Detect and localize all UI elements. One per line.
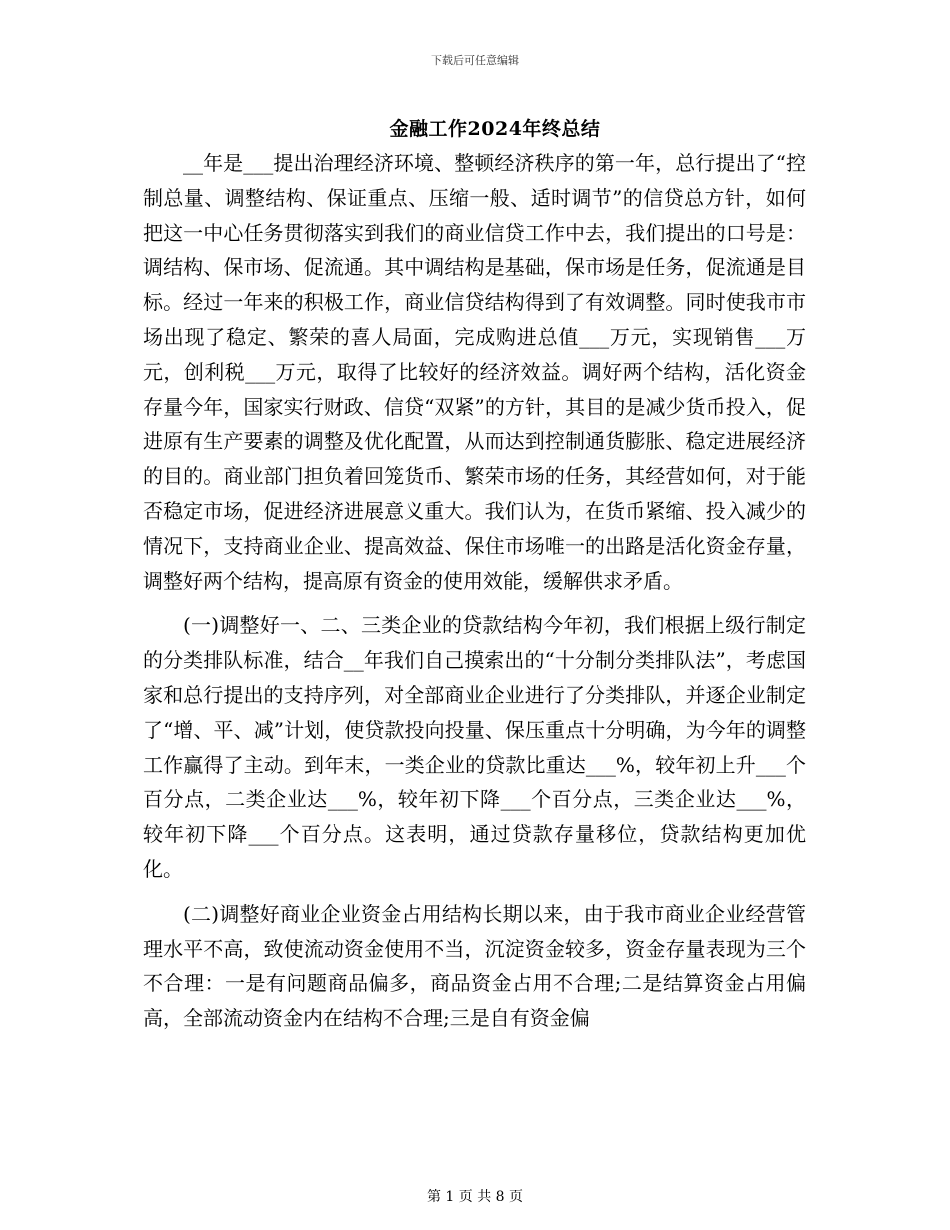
paragraph: __年是___提出治理经济环境、整顿经济秩序的第一年，总行提出了“控制总量、调整结构、保证重点、压缩一般、适时调节”的信贷总方针，如何把这一中心任务贯彻落实到我们的商业信贷工作中去，我们提出的口号是：调结构、保市场、促流通。其中调结构是基础，保市场是任务，促流通是目标。经过一年来的积极工作，商业信贷结构得到了有效调整。同时使我市市场出现了稳定、繁荣的喜人局面，完成购进总值___万元，实现销售___万元，创利税___万元，取得了比较好的经济效益。调好两个结构，活化资金存量今年，国家实行财政、信贷“双紧”的方针，其目的是减少货币投入，促进原有生产要素的调整及优化配置，从而达到控制通货膨胀、稳定进展经济的目的。商业部门担负着回笼货币、繁荣市场的任务，其经营如何，对于能否稳定市场，促进经济进展意义重大。我们认为，在货币紧缩、投入减少的情况下，支持商业企业、提高效益、保住市场唯一的出路是活化资金存量，调整好两个结构，提高原有资金的使用效能，缓解供求矛盾。 — [143, 151, 806, 593]
page-number-footer: 第 1 页 共 8 页 — [426, 1189, 524, 1205]
paragraph: (二)调整好商业企业资金占用结构长期以来，由于我市商业企业经营管理水平不高，致使流动资金使用不当，沉淀资金较多，资金存量表现为三个不合理：一是有问题商品偏多，商品资金占用不合理;二是结算资金占用偏高，全部流动资金内在结构不合理;三是自有资金偏 — [143, 901, 806, 1031]
document-title: 金融工作2024年终总结 — [389, 118, 601, 140]
paragraph: (一)调整好一、二、三类企业的贷款结构今年初，我们根据上级行制定的分类排队标准，结合__年我们自己摸索出的“十分制分类排队法”，考虑国家和总行提出的支持序列，对全部商业企业进行了分类排队，并逐企业制定了“增、平、减”计划，使贷款投向投量、保压重点十分明确，为今年的调整工作赢得了主动。到年末，一类企业的贷款比重达___%，较年初上升___个百分点，二类企业达___%，较年初下降___个百分点，三类企业达___%，较年初下降___个百分点。这表明，通过贷款存量移位，贷款结构更加优化。 — [143, 613, 806, 881]
page-header-note: 下载后可任意编辑 — [431, 54, 519, 67]
document-body — [143, 146, 806, 1036]
